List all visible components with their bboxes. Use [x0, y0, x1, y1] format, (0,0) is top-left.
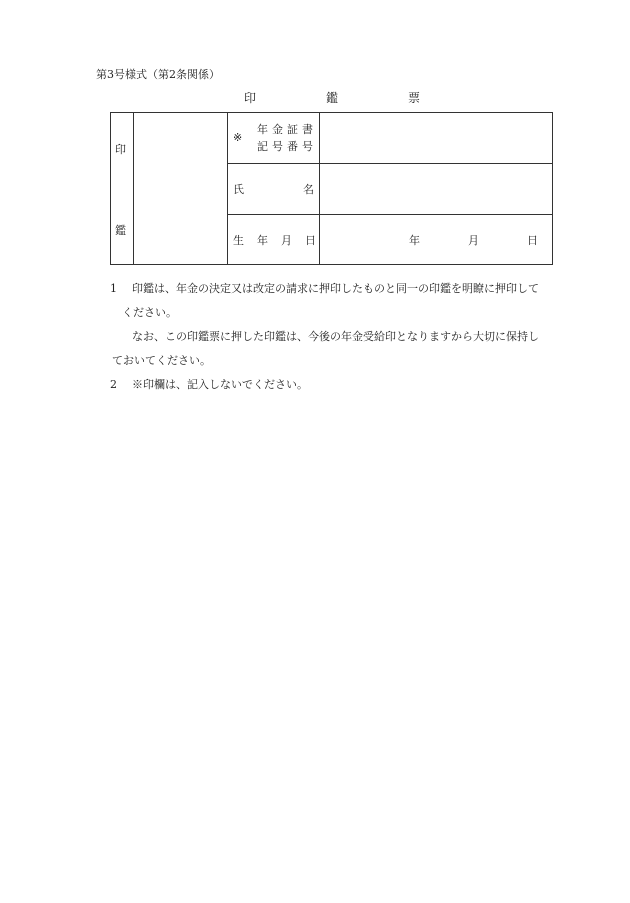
note-1-line-1: 印鑑は、年金の決定又は改定の請求に押印したものと同一の印鑑を明瞭に押印して — [132, 282, 539, 295]
seal-column-label-bottom: 鑑 — [115, 224, 126, 237]
birth-date-label: 生年月日 — [233, 234, 329, 247]
name-label-char2: 名 — [303, 183, 314, 196]
cert-mark: ※ — [233, 131, 243, 144]
birth-year-unit: 年 — [409, 234, 420, 247]
birth-date-field[interactable] — [320, 215, 552, 265]
seal-impression-cell[interactable] — [134, 113, 227, 264]
seal-column-label-top: 印 — [115, 143, 126, 156]
note-1-line-2: ください。 — [122, 306, 177, 319]
title-char-1: 印 — [244, 91, 257, 105]
birth-day-unit: 日 — [527, 234, 538, 247]
birth-month-unit: 月 — [468, 234, 479, 247]
seal-registration-table — [110, 112, 553, 265]
note-1 — [110, 277, 570, 301]
notes-section — [110, 277, 570, 397]
cert-label-line2: 記号番号 — [257, 140, 317, 153]
note-1-number: 1 — [110, 282, 117, 295]
note-1-line-4: ておいてください。 — [112, 354, 211, 367]
form-number-label: 第3号様式（第2条関係） — [96, 68, 220, 81]
note-2-number: 2 — [110, 378, 117, 391]
name-label-char1: 氏 — [233, 183, 244, 196]
cert-number-field[interactable] — [320, 113, 552, 163]
name-field[interactable] — [320, 164, 552, 214]
cert-label-line1: 年金証書 — [257, 123, 317, 136]
note-2 — [110, 373, 570, 397]
title-char-3: 票 — [408, 91, 421, 105]
title-char-2: 鑑 — [326, 91, 339, 105]
note-1-line-3: なお、この印鑑票に押した印鑑は、今後の年金受給印となりますから大切に保持し — [132, 330, 539, 343]
table-divider — [227, 113, 228, 264]
note-2-text: ※印欄は、記入しないでください。 — [132, 378, 308, 391]
